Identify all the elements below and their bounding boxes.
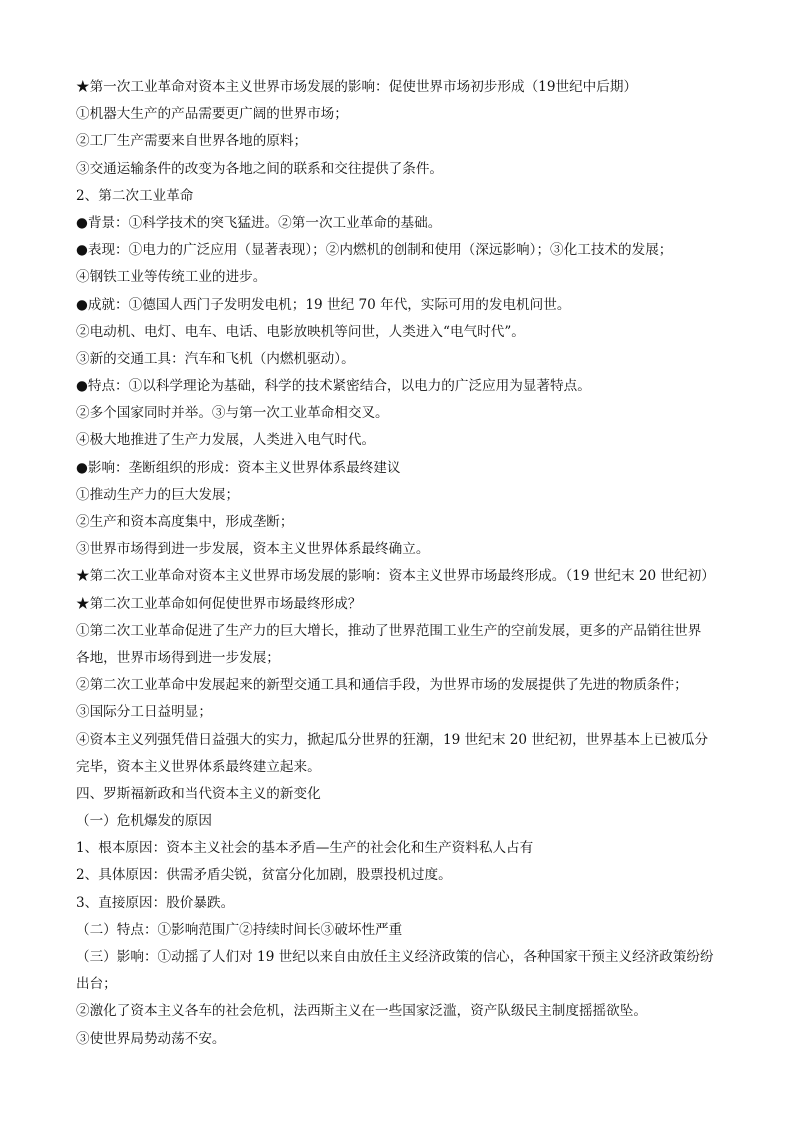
text-line: ●影响：垄断组织的形成：资本主义世界体系最终建议 xyxy=(76,459,401,476)
text-line: 3、直接原因：股价暴跌。 xyxy=(76,894,235,911)
text-line: ②电动机、电灯、电车、电话、电影放映机等问世，人类进入“电气时代”。 xyxy=(76,323,525,340)
text-line: 1、根本原因：资本主义社会的基本矛盾—生产的社会化和生产资料私人占有 xyxy=(76,840,534,857)
document-body xyxy=(76,74,732,1053)
subsection-heading: （二）特点：①影响范围广②持续时间长③破坏性严重 xyxy=(76,921,403,938)
text-line: ②工厂生产需要来自世界各地的原料； xyxy=(76,133,308,150)
text-line: ●背景：①科学技术的突飞猛进。②第一次工业革命的基础。 xyxy=(76,214,442,231)
text-line: ④资本主义列强凭借日益强大的实力，掀起瓜分世界的狂潮，19 世纪末 20 世纪初，世界基本上已被瓜分 xyxy=(76,731,709,748)
text-line: ②激化了资本主义各车的社会危机，法西斯主义在一些国家泛滥，资产队级民主制度摇摇欲坠。 xyxy=(76,1003,647,1020)
text-line: ③使世界局势动荡不安。 xyxy=(76,1030,226,1047)
text-line: ④极大地推进了生产力发展，人类进入电气时代。 xyxy=(76,432,376,449)
text-line: ●成就：①德国人西门子发明发电机；19 世纪 70 年代，实际可用的发电机问世。 xyxy=(76,296,571,313)
text-line: ③新的交通工具：汽车和飞机（内燃机驱动）。 xyxy=(76,350,355,367)
text-line: ●表现：①电力的广泛应用（显著表现）；②内燃机的创制和使用（深远影响）；③化工技术的发展； xyxy=(76,242,673,259)
text-line: ④钢铁工业等传统工业的进步。 xyxy=(76,269,267,286)
text-line: ●特点：①以科学理论为基础，科学的技术紧密结合，以电力的广泛应用为显著特点。 xyxy=(76,378,591,395)
text-line: ★第二次工业革命对资本主义世界市场发展的影响：资本主义世界市场最终形成。（19 世纪末 20 世纪初） xyxy=(76,568,715,585)
section-heading: 四、罗斯福新政和当代资本主义的新变化 xyxy=(76,785,321,802)
text-line: ★第二次工业革命如何促使世界市场最终形成？ xyxy=(76,595,362,612)
text-line: ③交通运输条件的改变为各地之间的联系和交往提供了条件。 xyxy=(76,160,444,177)
text-line: ③世界市场得到进一步发展，资本主义世界体系最终确立。 xyxy=(76,541,430,558)
text-line: 完毕，资本主义世界体系最终建立起来。 xyxy=(76,758,321,775)
text-line: 出台； xyxy=(76,976,117,993)
text-line: ①机器大生产的产品需要更广阔的世界市场； xyxy=(76,106,348,123)
text-line: ②第二次工业革命中发展起来的新型交通工具和通信手段，为世界市场的发展提供了先进的物质条件； xyxy=(76,677,688,694)
text-line: ③国际分工日益明显； xyxy=(76,704,212,721)
subsection-heading: （一）危机爆发的原因 xyxy=(76,813,212,830)
text-line: 2、具体原因：供需矛盾尖锐，贫富分化加剧，股票投机过度。 xyxy=(76,867,452,884)
text-line: ①第二次工业革命促进了生产力的巨大增长，推动了世界范围工业生产的空前发展，更多的产品销往世界 xyxy=(76,622,702,639)
subsection-heading: （三）影响：①动摇了人们对 19 世纪以来自由放任主义经济政策的信心，各种国家干预主义经济政策纷纷 xyxy=(76,949,714,965)
text-line: ②多个国家同时并举。③与第一次工业革命相交叉。 xyxy=(76,405,389,422)
text-line: ②生产和资本高度集中，形成垄断； xyxy=(76,514,294,530)
text-line: ①推动生产力的巨大发展； xyxy=(76,486,240,503)
text-line: 各地，世界市场得到进一步发展； xyxy=(76,649,280,666)
section-heading: 2、第二次工业革命 xyxy=(76,187,194,204)
text-line: ★第一次工业革命对资本主义世界市场发展的影响：促使世界市场初步形成（19世纪中后期） xyxy=(76,79,638,95)
